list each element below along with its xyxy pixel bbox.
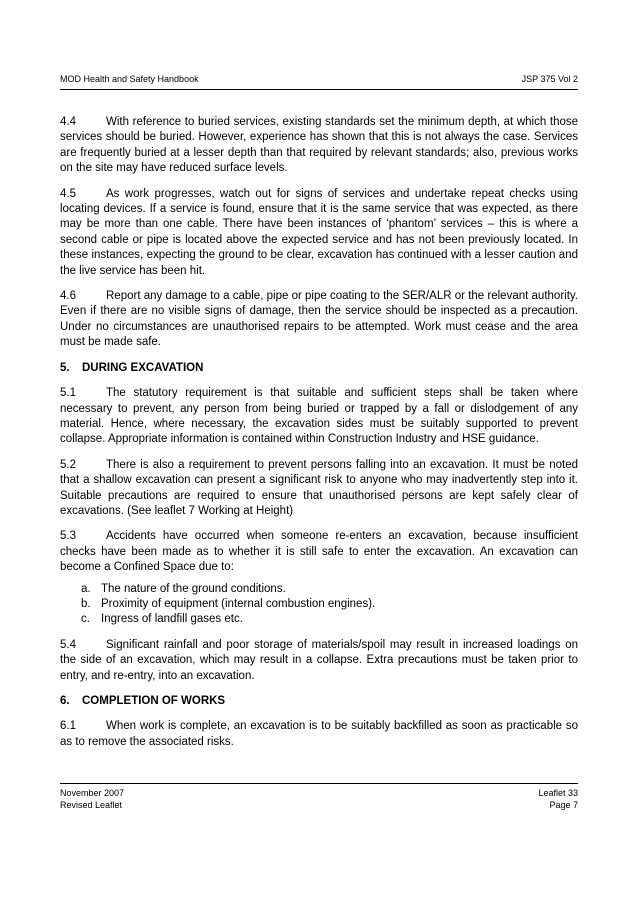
paragraph-number: 5.3 — [60, 530, 76, 543]
list-item — [81, 612, 578, 627]
paragraph-text: The statutory requirement is that suitable and sufficient steps shall be taken where necessary to prevent, any person from being buried or trapped by a fall or dislodgement of any material. Hence, where necessary, the excavation sides must be suitably supported to prevent collapse. Appropriate information is contained within Construction Industry and HSE guidance. — [60, 387, 578, 446]
footer-revision: Revised Leaflet — [60, 800, 123, 810]
list-marker: a. — [81, 582, 91, 595]
document-body — [60, 115, 578, 760]
paragraph-text: Significant rainfall and poor storage of materials/spoil may result in increased loadings on the side of an excavation, which may result in a collapse. Extra precautions must be taken prior to entry, and re-entry, into an excavation. — [60, 638, 578, 682]
list-item — [81, 597, 578, 612]
section-number: 5. — [60, 361, 70, 374]
paragraph-number: 4.6 — [60, 290, 76, 303]
footer-leaflet-number: Leaflet 33 — [538, 788, 578, 798]
paragraph-text: There is also a requirement to prevent persons falling into an excavation. It must be noted that a shallow excavation can present a significant risk to anyone who may inadvertently step into it. Suitable precautions are required to ensure that unauthorised persons are kept safely clear of excavations. (See leaflet 7 Working at Height) — [60, 458, 578, 517]
paragraph-text: With reference to buried services, existing standards set the minimum depth, at which those services should be buried. However, experience has shown that this is not always the case. Services are frequently buried at a lesser depth than that required by relevant standards; also, previous works on the site may have reduced surface levels. — [60, 116, 578, 175]
page-header — [60, 73, 578, 85]
paragraph-4-5 — [60, 187, 578, 279]
paragraph-number: 5.4 — [60, 638, 76, 651]
paragraph-text: As work progresses, watch out for signs of services and undertake repeat checks using locating devices. If a service is found, ensure that it is the same service that was expected, as there may be more than one cable. There have been instances of ‘phantom’ services – this is where a second cable or pipe is located above the expected service and has not been previously located. In these instances, expecting the ground to be clear, excavation has continued with a lesser caution and the live service has been hit. — [60, 187, 578, 277]
confined-space-causes-list — [81, 582, 578, 628]
paragraph-5-1 — [60, 386, 578, 448]
paragraph-text: Report any damage to a cable, pipe or pipe coating to the SER/ALR or the relevant authority. Even if there are no visible signs of damage, then the service should be inspected as a precaution. Under no circumstances are unauthorised repairs to be attempted. Work must cease and the area must be made safe. — [60, 290, 578, 349]
section-heading-5 — [60, 361, 578, 376]
header-rule — [60, 89, 578, 90]
section-heading-6 — [60, 694, 578, 709]
footer-page-number: Page 7 — [549, 800, 578, 810]
list-item-text: The nature of the ground conditions. — [101, 582, 286, 595]
paragraph-text: When work is complete, an excavation is to be suitably backfilled as soon as practicable so as to remove the associated risks. — [60, 720, 578, 748]
list-item-text: Ingress of landfill gases etc. — [101, 613, 243, 626]
list-item-text: Proximity of equipment (internal combustion engines). — [101, 597, 376, 610]
paragraph-number: 4.4 — [60, 116, 76, 128]
paragraph-number: 5.1 — [60, 387, 76, 400]
paragraph-5-2 — [60, 458, 578, 520]
paragraph-5-4 — [60, 638, 578, 684]
header-reference: JSP 375 Vol 2 — [521, 74, 578, 84]
list-item — [81, 582, 578, 597]
paragraph-number: 6.1 — [60, 720, 76, 733]
header-title: MOD Health and Safety Handbook — [60, 74, 199, 84]
page-footer — [60, 787, 578, 811]
footer-date: November 2007 — [60, 788, 125, 798]
section-title: COMPLETION OF WORKS — [82, 695, 226, 707]
paragraph-5-3 — [60, 529, 578, 575]
paragraph-number: 5.2 — [60, 458, 76, 471]
section-number: 6. — [60, 695, 70, 707]
paragraph-4-4 — [60, 115, 578, 177]
paragraph-number: 4.5 — [60, 187, 76, 200]
paragraph-6-1 — [60, 719, 578, 750]
list-marker: b. — [81, 597, 91, 610]
footer-rule — [60, 783, 578, 784]
section-title: DURING EXCAVATION — [82, 361, 204, 374]
paragraph-text: Accidents have occurred when someone re-enters an excavation, because insufficient checks have been made as to whether it is still safe to enter the excavation. An excavation can become a Confined Space due to: — [60, 530, 578, 574]
paragraph-4-6 — [60, 289, 578, 351]
list-marker: c. — [81, 613, 90, 626]
